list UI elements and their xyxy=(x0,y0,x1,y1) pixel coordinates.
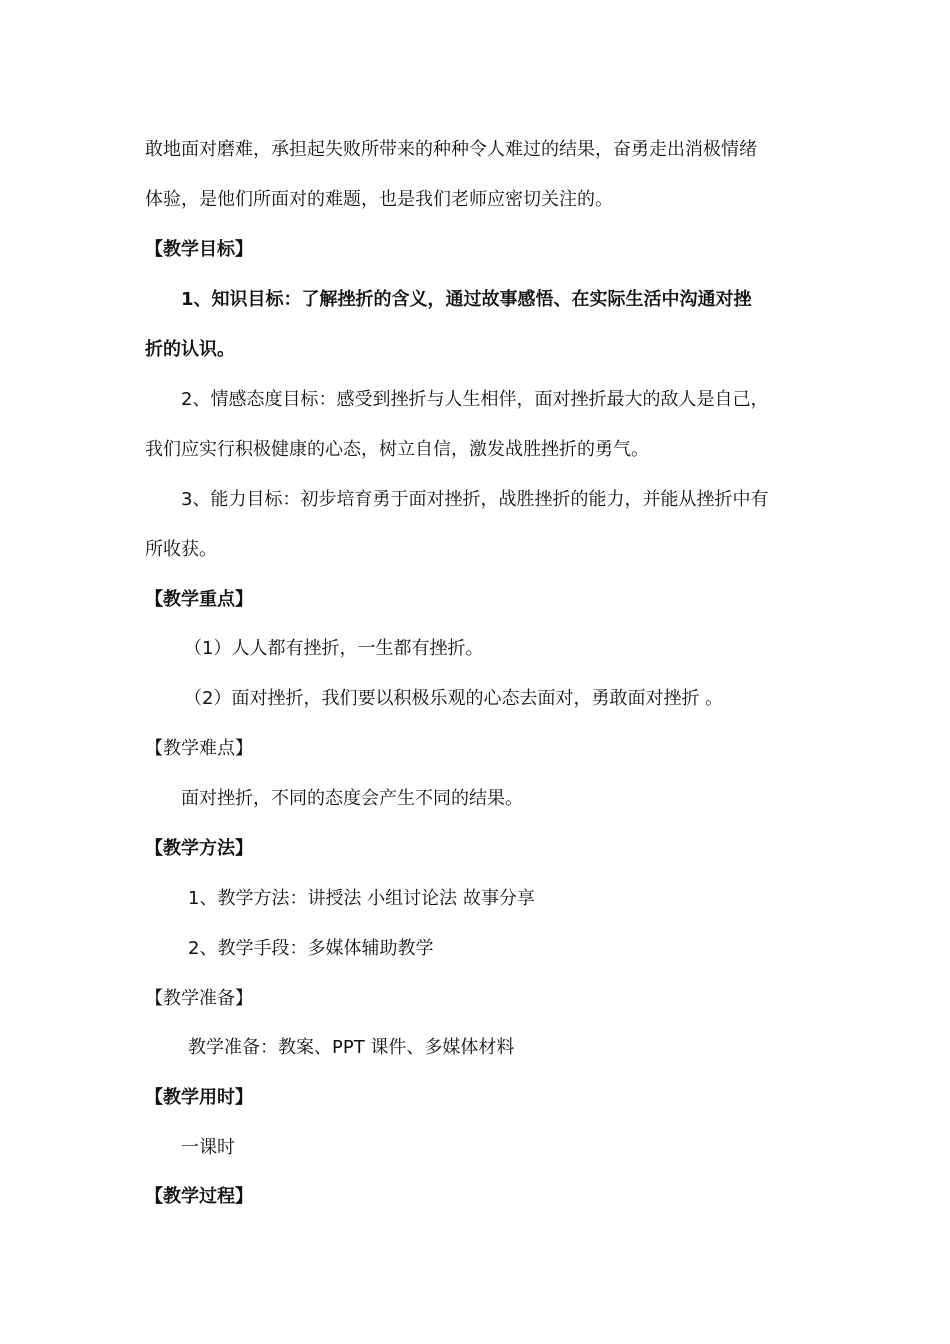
methods-heading: 【教学方法】 xyxy=(145,838,253,859)
objective-1-line-1: 1、知识目标：了解挫折的含义，通过故事感悟、在实际生活中沟通对挫 xyxy=(181,289,752,310)
process-heading: 【教学过程】 xyxy=(145,1186,253,1207)
intro-line-2: 体验，是他们所面对的难题，也是我们老师应密切关注的。 xyxy=(145,189,613,210)
objective-2-line-1: 2、情感态度目标：感受到挫折与人生相伴，面对挫折最大的敌人是自己， xyxy=(181,389,769,410)
objective-3-line-2: 所收获。 xyxy=(145,539,217,560)
method-2: 2、教学手段：多媒体辅助教学 xyxy=(188,938,434,959)
duration-text: 一课时 xyxy=(181,1137,235,1158)
key-points-heading: 【教学重点】 xyxy=(145,589,253,610)
objective-3-line-1: 3、能力目标：初步培育勇于面对挫折，战胜挫折的能力，并能从挫折中有 xyxy=(181,489,769,510)
preparation-heading: 【教学准备】 xyxy=(145,988,253,1009)
method-1: 1、教学方法：讲授法 小组讨论法 故事分享 xyxy=(188,888,535,909)
key-point-1: （1）人人都有挫折，一生都有挫折。 xyxy=(184,638,484,659)
preparation-text: 教学准备：教案、PPT 课件、多媒体材料 xyxy=(188,1037,515,1058)
difficulties-text: 面对挫折，不同的态度会产生不同的结果。 xyxy=(181,788,523,809)
duration-heading: 【教学用时】 xyxy=(145,1087,253,1108)
objective-2-line-2: 我们应实行积极健康的心态，树立自信，激发战胜挫折的勇气。 xyxy=(145,439,649,460)
objective-1-line-2: 折的认识。 xyxy=(145,339,235,360)
objectives-heading: 【教学目标】 xyxy=(145,239,253,260)
intro-line-1: 敢地面对磨难，承担起失败所带来的种种令人难过的结果，奋勇走出消极情绪 xyxy=(145,139,757,160)
key-point-2: （2）面对挫折，我们要以积极乐观的心态去面对，勇敢面对挫折 。 xyxy=(184,688,724,709)
difficulties-heading: 【教学难点】 xyxy=(145,738,253,759)
